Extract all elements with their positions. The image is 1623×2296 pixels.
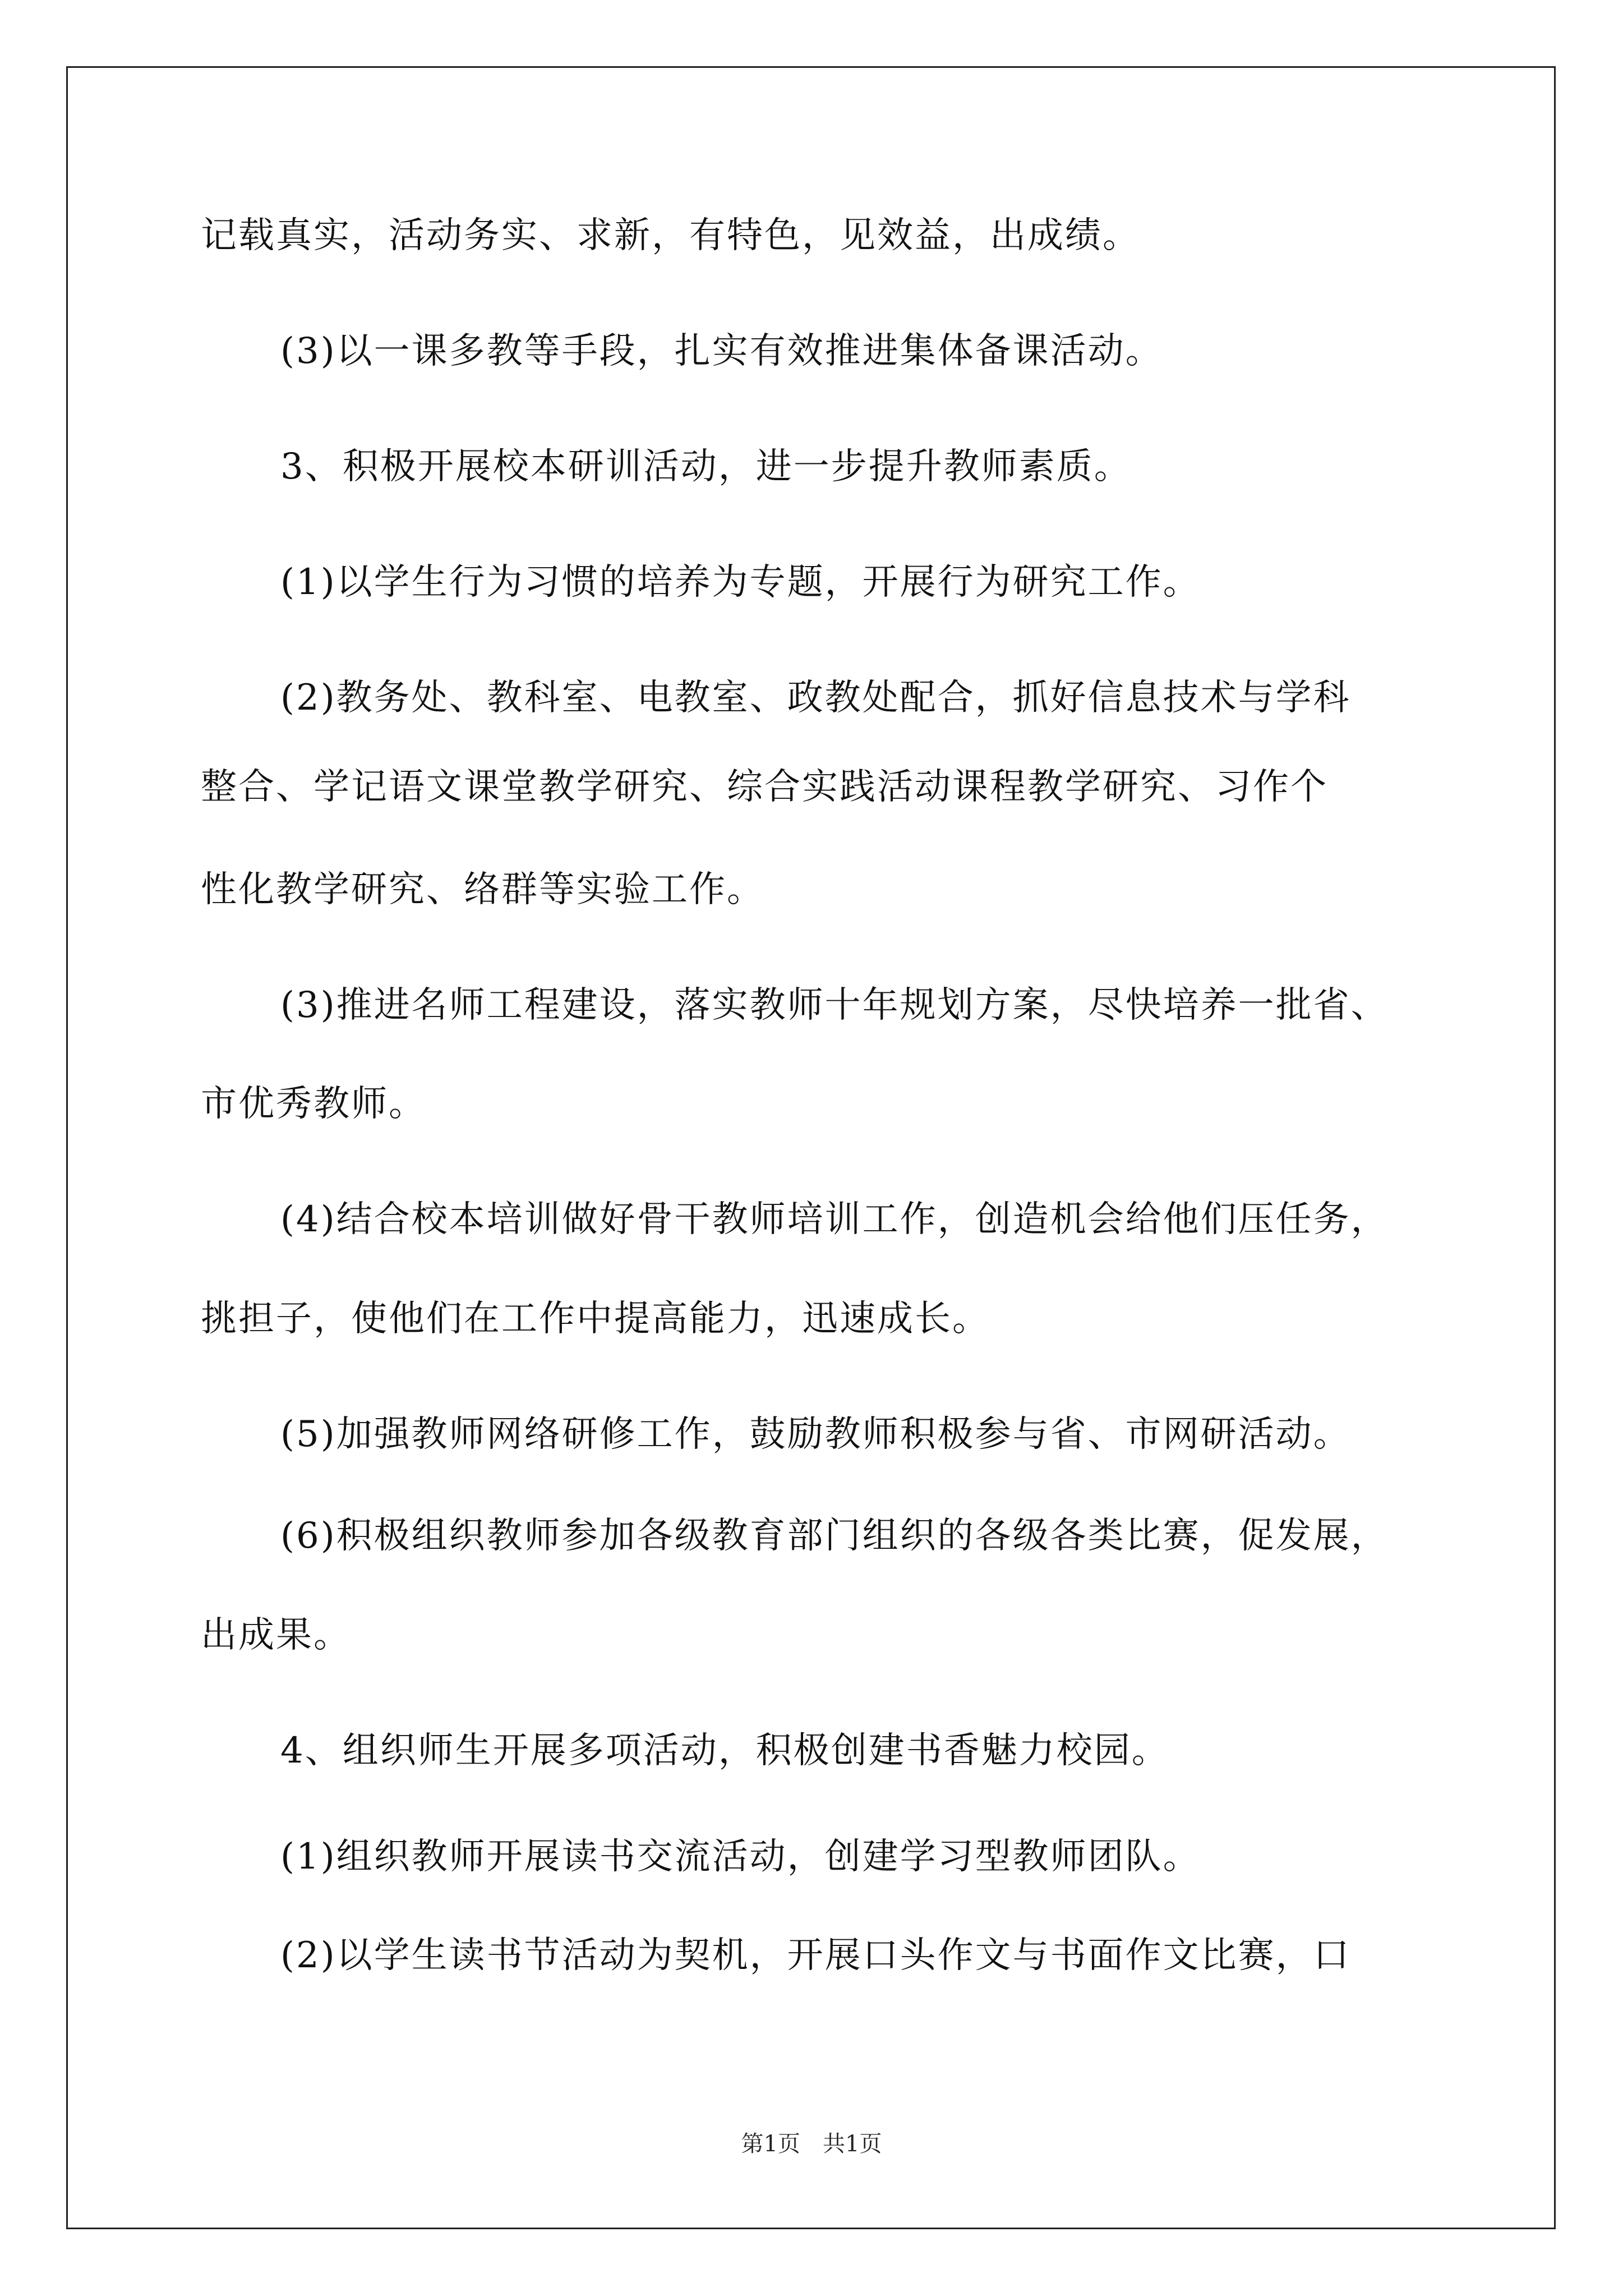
text-line-9: 市优秀教师。 — [201, 1083, 426, 1125]
text-line-10: (4)结合校本培训做好骨干教师培训工作，创造机会给他们压任务， — [280, 1199, 1389, 1240]
page-footer: 第1页 共1页 — [741, 2131, 882, 2157]
text-line-16: (1)组织教师开展读书交流活动，创建学习型教师团队。 — [280, 1836, 1201, 1878]
text-line-4: (1)以学生行为习惯的培养为专题，开展行为研究工作。 — [280, 562, 1201, 603]
text-line-11: 挑担子，使他们在工作中提高能力，迅速成长。 — [201, 1298, 990, 1340]
text-line-6: 整合、学记语文课堂教学研究、综合实践活动课程教学研究、习作个 — [201, 766, 1328, 808]
text-line-14: 出成果。 — [201, 1614, 351, 1656]
text-line-7: 性化教学研究、络群等实验工作。 — [201, 869, 764, 910]
text-line-8: (3)推进名师工程建设，落实教师十年规划方案，尽快培养一批省、 — [280, 984, 1389, 1026]
text-line-3: 3、积极开展校本研训活动，进一步提升教师素质。 — [280, 446, 1132, 487]
text-line-2: (3)以一课多教等手段，扎实有效推进集体备课活动。 — [280, 330, 1163, 372]
text-line-12: (5)加强教师网络研修工作，鼓励教师积极参与省、市网研活动。 — [280, 1414, 1351, 1455]
text-line-17: (2)以学生读书节活动为契机，开展口头作文与书面作文比赛，口 — [280, 1935, 1351, 1976]
page-border — [66, 66, 1556, 2229]
text-line-13: (6)积极组织教师参加各级教育部门组织的各级各类比赛，促发展， — [280, 1515, 1389, 1557]
text-line-5: (2)教务处、教科室、电教室、政教处配合，抓好信息技术与学科 — [280, 677, 1351, 719]
text-line-15: 4、组织师生开展多项活动，积极创建书香魅力校园。 — [280, 1730, 1169, 1772]
text-line-1: 记载真实，活动务实、求新，有特色，见效益，出成绩。 — [201, 215, 1140, 256]
